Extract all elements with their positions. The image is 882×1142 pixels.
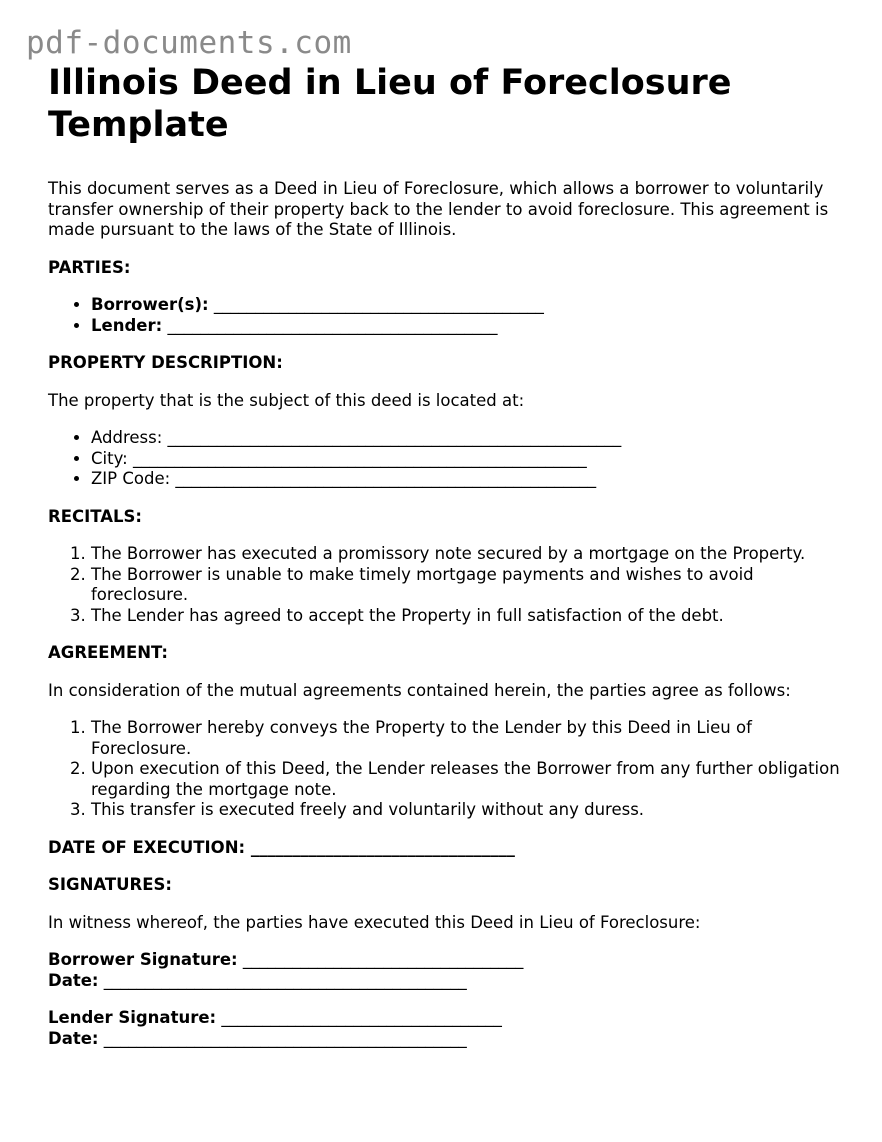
borrower-date-label: Date:	[48, 970, 99, 990]
intro-paragraph: This document serves as a Deed in Lieu of Foreclosure, which allows a borrower to voluntarily transfer ownership of their property back to the lender to avoid foreclosure. This agreement is made pursuant to the laws of the State of Illinois.	[48, 179, 829, 239]
zip-code-blank[interactable]: ___________________________________________________	[175, 469, 597, 488]
property-intro: The property that is the subject of this deed is located at:	[48, 390, 525, 410]
list-item	[91, 295, 848, 316]
watermark: pdf-documents.com	[26, 25, 352, 61]
agreement-list	[48, 718, 848, 821]
list-item	[91, 469, 848, 490]
list-item	[91, 316, 848, 337]
lender-date-label: Date:	[48, 1028, 99, 1048]
list-item: 1. The Borrower hereby conveys the Property to the Lender by this Deed in Lieu of Foreclosure.	[91, 718, 848, 759]
parties-list	[48, 295, 848, 336]
lender-date-blank[interactable]: ____________________________________________	[103, 1028, 467, 1048]
city-blank[interactable]: _______________________________________________________	[132, 448, 587, 468]
property-fields-list	[48, 428, 848, 490]
borrower-date-line	[48, 971, 848, 992]
execution-label: DATE OF EXECUTION:	[48, 837, 246, 857]
borrower-blank[interactable]: ________________________________________	[213, 295, 544, 314]
borrower-label: Borrower(s):	[91, 295, 209, 314]
zip-code-label: ZIP Code:	[91, 469, 171, 488]
signatures-intro: In witness whereof, the parties have executed this Deed in Lieu of Foreclosure:	[48, 912, 701, 932]
address-blank[interactable]: _______________________________________________________	[167, 428, 622, 447]
borrower-date-blank[interactable]: ____________________________________________	[103, 970, 467, 990]
lender-date-line	[48, 1029, 848, 1050]
page-title: Illinois Deed in Lieu of Foreclosure Template	[48, 63, 732, 145]
document-page	[48, 62, 848, 1049]
address-label: Address:	[91, 428, 163, 447]
lender-signature-line	[48, 1008, 848, 1029]
list-item: 2. Upon execution of this Deed, the Lender releases the Borrower from any further obligation regarding the mortgage note.	[91, 759, 848, 800]
list-item	[91, 428, 848, 449]
list-item: 2. The Borrower is unable to make timely mortgage payments and wishes to avoid foreclosure.	[91, 565, 848, 606]
borrower-signature-blank[interactable]: __________________________________	[242, 950, 524, 969]
property-heading: PROPERTY DESCRIPTION:	[48, 353, 283, 372]
signatures-heading: SIGNATURES:	[48, 875, 172, 894]
lender-signature-blank[interactable]: __________________________________	[221, 1008, 502, 1027]
lender-signature-label: Lender Signature:	[48, 1008, 217, 1027]
lender-blank[interactable]: ________________________________________	[167, 315, 498, 335]
parties-heading: PARTIES:	[48, 257, 131, 277]
list-item: 3. This transfer is executed freely and voluntarily without any duress.	[91, 800, 848, 821]
borrower-signature-label: Borrower Signature:	[48, 950, 238, 969]
lender-signature-block	[48, 1008, 848, 1049]
list-item: 1. The Borrower has executed a promissory note secured by a mortgage on the Property.	[91, 544, 848, 565]
agreement-heading: AGREEMENT:	[48, 643, 169, 662]
recitals-list	[48, 544, 848, 626]
borrower-signature-line	[48, 950, 848, 971]
list-item	[91, 449, 848, 470]
city-label: City:	[91, 448, 128, 468]
borrower-signature-block	[48, 950, 848, 991]
execution-line	[48, 838, 848, 859]
execution-blank[interactable]: ________________________________	[250, 837, 515, 857]
list-item: 3. The Lender has agreed to accept the Property in full satisfaction of the debt.	[91, 606, 848, 627]
lender-label: Lender:	[91, 315, 163, 335]
agreement-intro: In consideration of the mutual agreements contained herein, the parties agree as follows:	[48, 680, 791, 700]
recitals-heading: RECITALS:	[48, 506, 142, 526]
